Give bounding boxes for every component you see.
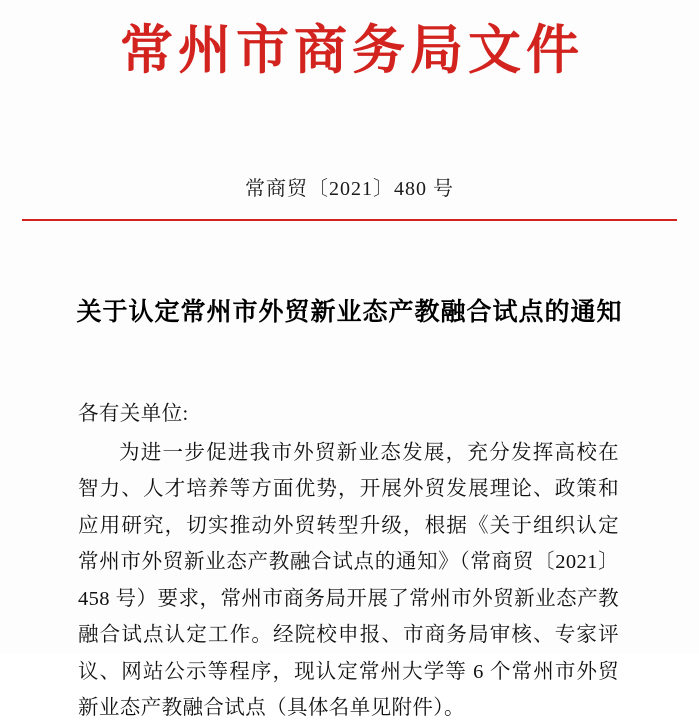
red-separator-rule [22, 219, 677, 221]
issuing-authority-title: 常州市商务局文件 [120, 22, 584, 80]
document-subject-row [0, 277, 699, 348]
body-paragraph-1: 为进一步促进我市外贸新业态发展，充分发挥高校在智力、人才培养等方面优势，开展外贸发展理论、政策和应用研究，切实推动外贸转型升级，根据《关于组织认定常州市外贸新业态产教融合试点的通知》（常商贸〔2021〕458 号）要求，常州市商务局开展了常州市外贸新业态产教融合试点认定工作。经院校申报、市商务局审核、专家评议、网站公示等程序，现认定常州大学等 6 个常州市外贸新业态产教融合试点（具体名单见附件）。 [78, 441, 619, 720]
document-subject-title: 关于认定常州市外贸新业态产教融合试点的通知 [76, 299, 623, 326]
document-number-row [0, 172, 699, 201]
salutation-line: 各有关单位: [78, 403, 189, 426]
document-header [0, 0, 699, 84]
document-body [78, 396, 619, 726]
document-serial-number: 常商贸〔2021〕480 号 [245, 178, 454, 201]
